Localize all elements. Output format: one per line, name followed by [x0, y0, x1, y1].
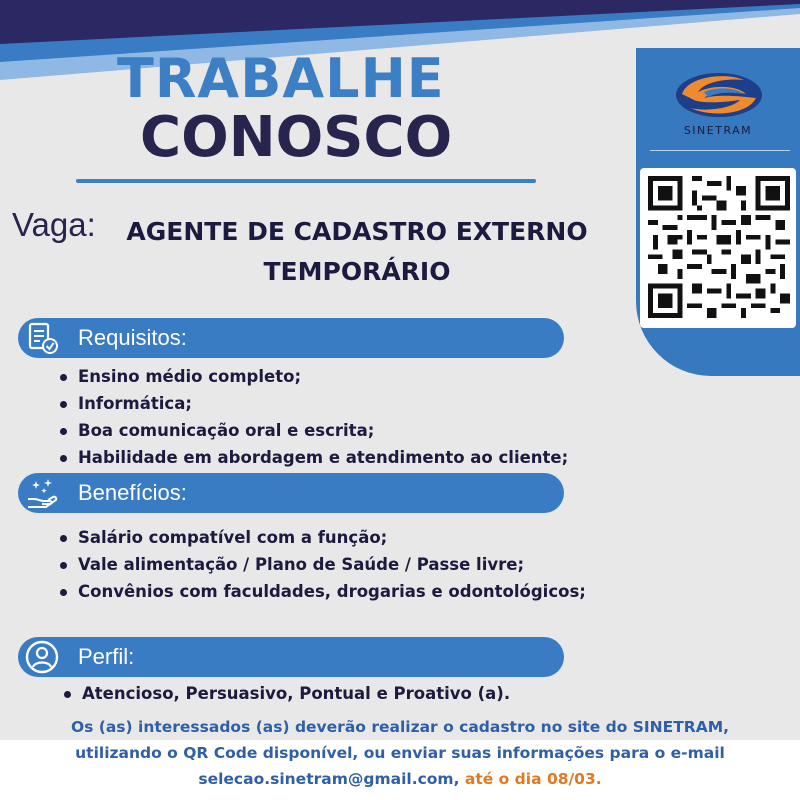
list-item: Vale alimentação / Plano de Saúde / Passe livre; [56, 551, 586, 578]
beneficios-header [18, 473, 564, 513]
job-label: Vaga: [12, 206, 96, 243]
list-item: Boa comunicação oral e escrita; [56, 417, 568, 444]
perfil-label: Perfil: [78, 644, 135, 669]
sinetram-logo-icon [674, 70, 764, 120]
perfil-header [18, 637, 564, 677]
list-item: Atencioso, Persuasivo, Pontual e Proativo (a). [60, 680, 510, 707]
hand-with-sparkles-icon [24, 475, 60, 511]
requisitos-header [18, 318, 564, 358]
footer-instructions [20, 714, 780, 792]
title-line-2: CONOSCO [140, 105, 453, 170]
brand-divider [650, 150, 790, 151]
list-item: Ensino médio completo; [56, 363, 568, 390]
job-title-line-1: AGENTE DE CADASTRO EXTERNO [126, 217, 588, 246]
list-item: Informática; [56, 390, 568, 417]
document-checklist-icon [24, 320, 60, 356]
perfil-list [60, 680, 510, 707]
beneficios-list [56, 524, 586, 605]
list-item: Salário compatível com a função; [56, 524, 586, 551]
qr-code-icon[interactable] [648, 176, 790, 318]
footer-line-2: utilizando o QR Code disponível, ou enviar suas informações para o e-mail [75, 744, 725, 762]
contact-email[interactable]: selecao.sinetram@gmail.com, [198, 770, 460, 788]
title-underline [76, 179, 536, 183]
user-profile-icon [24, 639, 60, 675]
deadline-text: até o dia 08/03. [464, 770, 602, 788]
requisitos-label: Requisitos: [78, 325, 187, 350]
list-item: Convênios com faculdades, drogarias e odontológicos; [56, 578, 586, 605]
list-item: Habilidade em abordagem e atendimento ao cliente; [56, 444, 568, 471]
job-title-line-2: TEMPORÁRIO [263, 257, 451, 286]
footer-line-3 [20, 766, 780, 792]
title-line-1: TRABALHE [117, 47, 445, 110]
requisitos-list [56, 363, 568, 471]
job-title [122, 212, 592, 292]
brand-name: SINETRAM [683, 124, 753, 137]
beneficios-label: Benefícios: [78, 480, 187, 505]
footer-line-1: Os (as) interessados (as) deverão realizar o cadastro no site do SINETRAM, [70, 718, 730, 736]
